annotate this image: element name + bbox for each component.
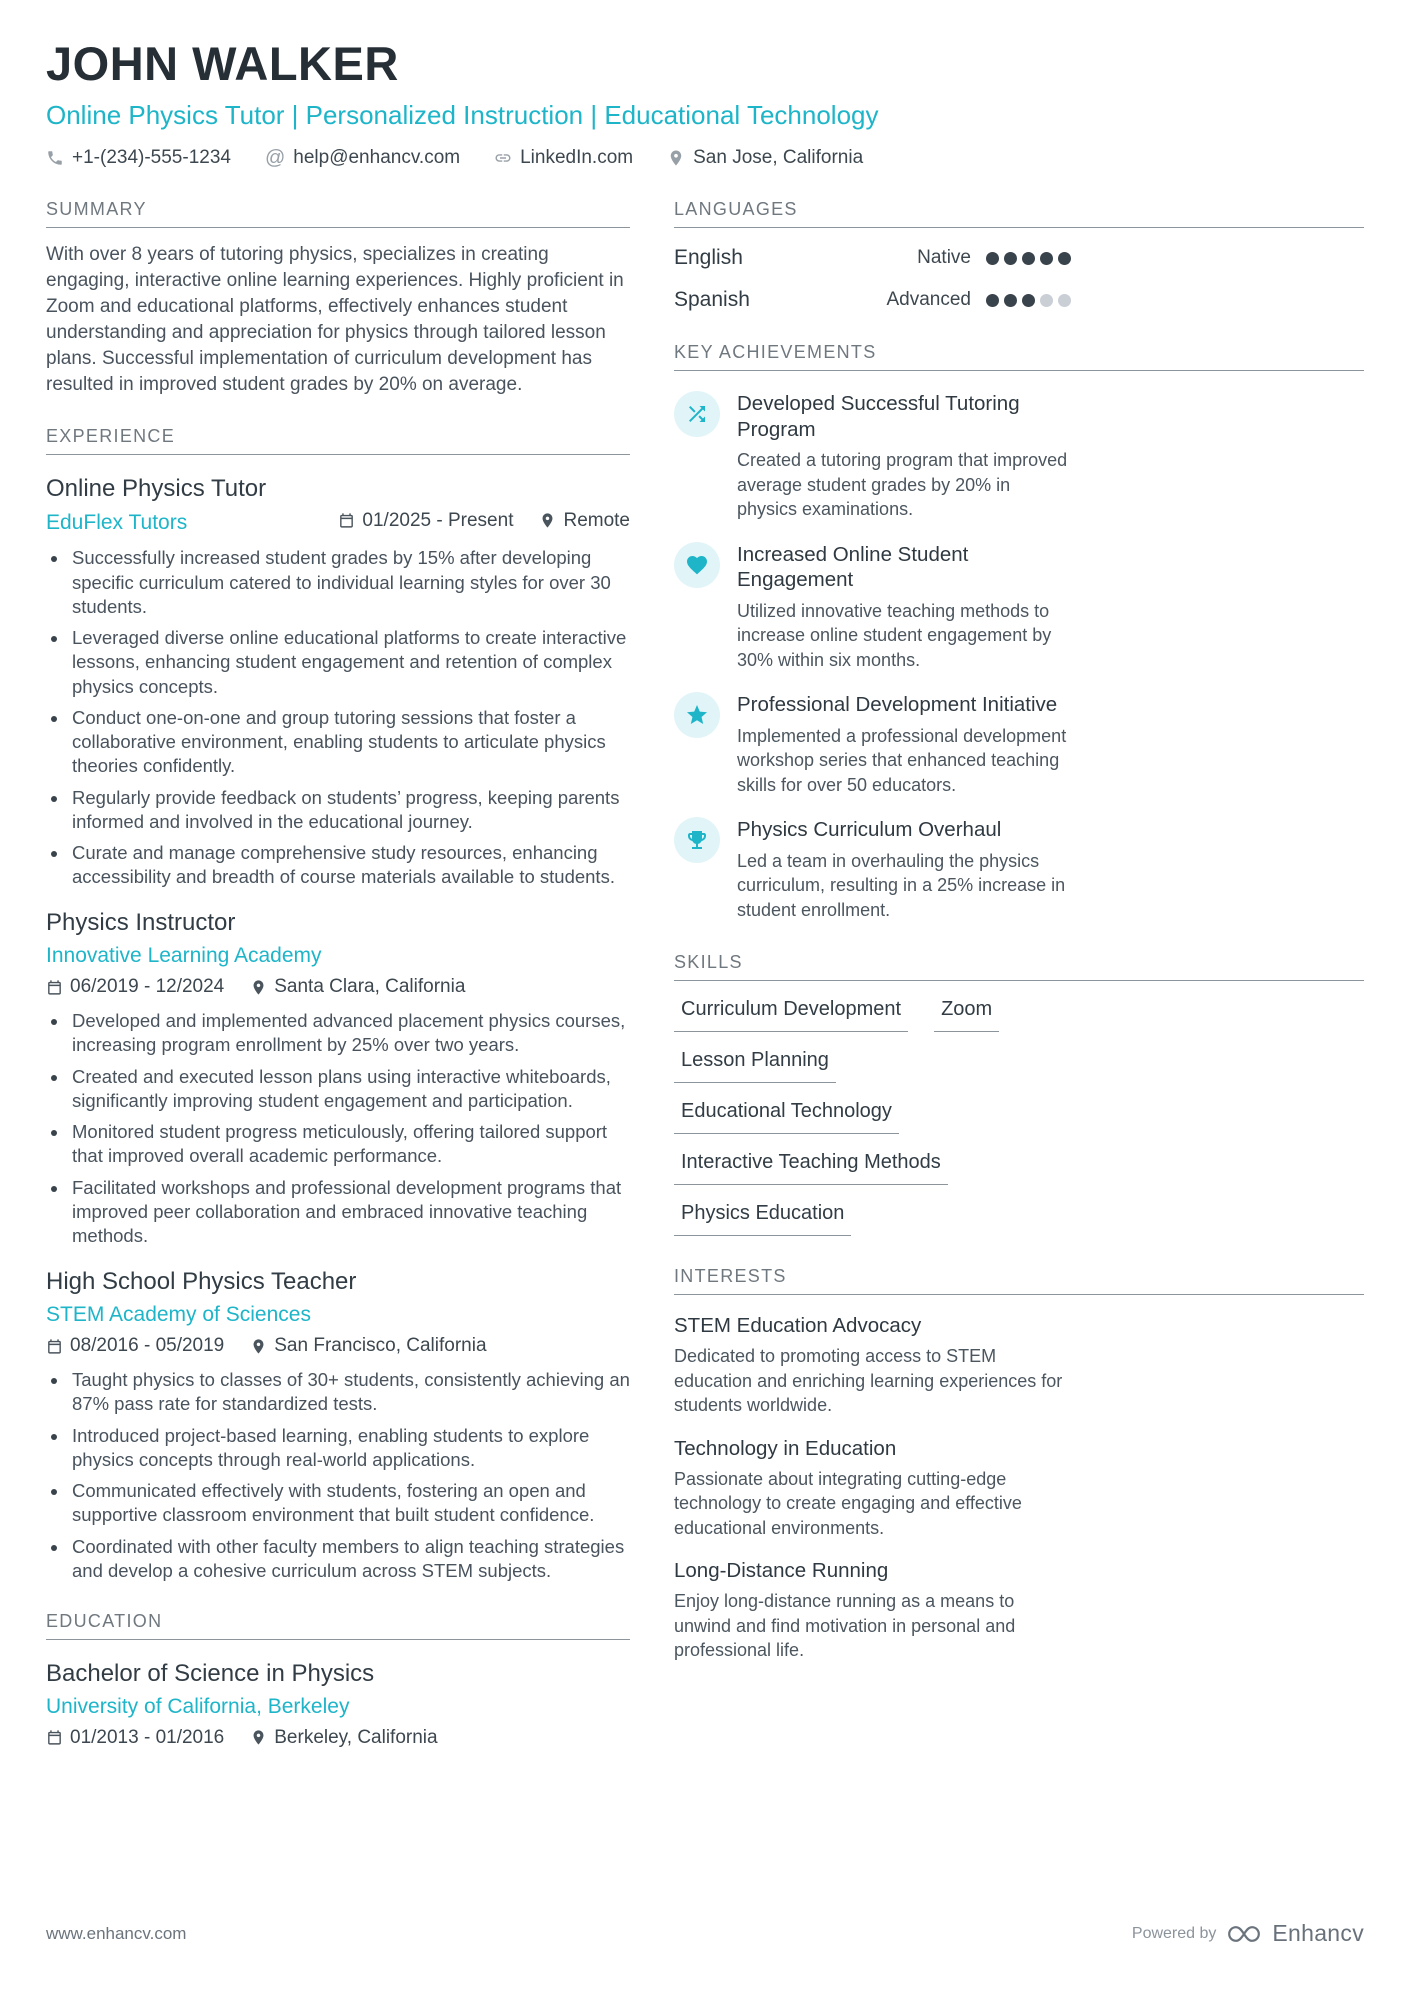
language-rating-dots xyxy=(986,294,1071,307)
contact-location xyxy=(667,147,863,169)
job-bullets xyxy=(46,1009,630,1248)
job-subheader xyxy=(46,510,630,536)
bullet-item: • Coordinated with other faculty members to align teaching strategies and develop a cohesive curriculum across STEM subjects. xyxy=(69,1535,630,1583)
job-dates-text: 06/2019 - 12/2024 xyxy=(70,976,225,998)
phone-icon xyxy=(46,149,64,167)
language-level: Advanced xyxy=(886,289,971,310)
education-entry xyxy=(46,1660,630,1749)
location-icon xyxy=(250,1729,267,1746)
job-location xyxy=(250,976,465,998)
achievement-title: Developed Successful Tutoring Program xyxy=(737,392,1020,441)
skills-list xyxy=(674,981,1076,1236)
job-dates xyxy=(46,976,224,998)
location-icon xyxy=(539,512,556,529)
contact-linkedin[interactable] xyxy=(494,147,633,169)
location-text: San Jose, California xyxy=(693,147,864,168)
bullet-item: • Developed and implemented advanced placement physics courses, increasing program enrollment by 25% over two years. xyxy=(69,1009,630,1057)
bullet-item: • Introduced project-based learning, enabling students to explore physics concepts through real-world applications. xyxy=(69,1424,630,1472)
rating-dot-empty xyxy=(1040,294,1053,307)
heart-icon xyxy=(685,553,709,577)
skill-item: Curriculum Development xyxy=(674,998,908,1032)
contact-email[interactable] xyxy=(265,147,460,169)
education-dates-text: 01/2013 - 01/2016 xyxy=(70,1726,225,1748)
footer-site-link[interactable]: www.enhancv.com xyxy=(46,1923,187,1943)
enhancv-brand-text[interactable]: Enhancv xyxy=(1272,1920,1364,1946)
bullet-item: • Curate and manage comprehensive study resources, enhancing accessibility and breadth of course materials available to students. xyxy=(69,841,630,889)
achievement-title: Increased Online Student Engagement xyxy=(737,542,969,592)
shuffle-icon xyxy=(685,402,709,426)
job-dates-text: 01/2025 - Present xyxy=(362,509,514,531)
interest-item xyxy=(674,1559,1071,1662)
contact-row xyxy=(46,147,1364,169)
interest-title: Long-Distance Running xyxy=(674,1559,889,1583)
skill-item: Physics Education xyxy=(674,1202,851,1236)
job-location-text: San Francisco, California xyxy=(274,1335,487,1357)
language-rating-dots xyxy=(986,252,1071,265)
bullet-item: • Regularly provide feedback on students’ progress, keeping parents informed and involved in the educational journey. xyxy=(69,786,630,834)
job-location xyxy=(539,510,630,532)
left-column xyxy=(46,199,630,1777)
rating-dot-filled xyxy=(1058,252,1071,265)
bullet-item: • Successfully increased student grades by 15% after developing specific curriculum catered to individual learning styles for over 30 students. xyxy=(69,546,630,619)
job-location xyxy=(250,1335,486,1357)
email-icon: @ xyxy=(264,147,286,169)
bullet-item: • Created and executed lesson plans using interactive whiteboards, significantly improving student engagement and participation. xyxy=(69,1065,630,1113)
trophy-icon xyxy=(685,828,709,852)
bullet-item: • Conduct one-on-one and group tutoring sessions that foster a collaborative environment, enabling students to articulate physics theories confidently. xyxy=(69,706,630,779)
rating-dot-filled xyxy=(1004,294,1017,307)
calendar-icon xyxy=(46,1338,63,1355)
achievement-text: Utilized innovative teaching methods to increase online student engagement by 30% within six months. xyxy=(737,600,1052,670)
experience-job xyxy=(46,1268,630,1583)
job-dates xyxy=(338,510,513,532)
achievement-icon-badge xyxy=(674,391,720,437)
skills-heading: SKILLS xyxy=(674,952,1364,981)
language-name: Spanish xyxy=(674,288,750,311)
job-title: High School Physics Teacher xyxy=(46,1268,357,1296)
interest-text: Enjoy long-distance running as a means to unwind and find motivation in personal and professional life. xyxy=(674,1591,1016,1661)
achievement-item xyxy=(674,542,1071,673)
language-level: Native xyxy=(917,247,971,268)
interests-section xyxy=(674,1266,1364,1662)
header xyxy=(46,36,1364,169)
rating-dot-filled xyxy=(1022,294,1035,307)
job-bullets xyxy=(46,1368,630,1583)
skills-section xyxy=(674,952,1364,1236)
job-dates xyxy=(46,1335,224,1357)
star-icon xyxy=(685,703,709,727)
powered-by-label: Powered by xyxy=(1131,1924,1217,1942)
skill-item: Lesson Planning xyxy=(674,1049,836,1083)
rating-dot-filled xyxy=(1004,252,1017,265)
education-meta xyxy=(46,1727,630,1749)
language-row xyxy=(674,288,1071,312)
achievements-heading: KEY ACHIEVEMENTS xyxy=(674,342,1364,371)
achievement-title: Professional Development Initiative xyxy=(737,693,1058,717)
calendar-icon xyxy=(46,979,63,996)
linkedin-text: LinkedIn.com xyxy=(520,147,634,168)
interest-text: Dedicated to promoting access to STEM education and enriching learning experiences for students worldwide. xyxy=(674,1346,1063,1416)
experience-job xyxy=(46,909,630,1248)
location-icon xyxy=(250,1338,267,1355)
job-title: Online Physics Tutor xyxy=(46,475,267,503)
phone-text: +1-(234)-555-1234 xyxy=(72,147,231,168)
interest-text: Passionate about integrating cutting-edge technology to create engaging and effective educational environments. xyxy=(674,1468,1022,1538)
job-company: Innovative Learning Academy xyxy=(46,944,322,968)
footer-powered xyxy=(1132,1920,1364,1947)
achievement-icon-badge xyxy=(674,542,720,588)
education-location xyxy=(250,1727,437,1749)
job-bullets xyxy=(46,546,630,889)
contact-phone[interactable] xyxy=(46,147,231,169)
location-icon xyxy=(667,149,685,167)
rating-dot-empty xyxy=(1058,294,1071,307)
achievements-section xyxy=(674,342,1364,922)
achievement-item xyxy=(674,692,1071,797)
job-title: Physics Instructor xyxy=(46,909,236,937)
experience-section xyxy=(46,426,630,1583)
job-location-text: Santa Clara, California xyxy=(274,976,466,998)
link-icon xyxy=(494,149,512,167)
calendar-icon xyxy=(338,512,355,529)
interest-item xyxy=(674,1314,1071,1417)
languages-heading: LANGUAGES xyxy=(674,199,1364,228)
bullet-item: • Communicated effectively with students, fostering an open and supportive classroom environment that built student confidence. xyxy=(69,1479,630,1527)
email-text: help@enhancv.com xyxy=(293,147,461,168)
interest-title: STEM Education Advocacy xyxy=(674,1314,922,1338)
achievement-text: Led a team in overhauling the physics curriculum, resulting in a 25% increase in student enrollment. xyxy=(737,850,1066,920)
skill-item: Interactive Teaching Methods xyxy=(674,1151,948,1185)
experience-job xyxy=(46,475,630,889)
enhancv-logo-icon[interactable] xyxy=(1227,1925,1261,1943)
rating-dot-filled xyxy=(986,294,999,307)
achievement-text: Implemented a professional development workshop series that enhanced teaching skills for over 50 educators. xyxy=(737,725,1067,795)
rating-dot-filled xyxy=(986,252,999,265)
rating-dot-filled xyxy=(1022,252,1035,265)
bullet-item: • Monitored student progress meticulously, offering tailored support that improved overall academic performance. xyxy=(69,1120,630,1168)
education-location-text: Berkeley, California xyxy=(274,1726,438,1748)
content-columns xyxy=(46,199,1364,1777)
summary-section xyxy=(46,199,630,398)
skill-item: Zoom xyxy=(934,998,999,1032)
languages-section xyxy=(674,199,1364,312)
bullet-item: • Facilitated workshops and professional development programs that improved peer collaboration and embraced innovative teaching methods. xyxy=(69,1176,630,1249)
education-dates xyxy=(46,1727,224,1749)
language-name: English xyxy=(674,246,743,269)
summary-heading: SUMMARY xyxy=(46,199,630,228)
person-name: JOHN WALKER xyxy=(46,37,399,90)
location-icon xyxy=(250,979,267,996)
achievement-icon-badge xyxy=(674,692,720,738)
education-heading: EDUCATION xyxy=(46,1611,630,1640)
experience-heading: EXPERIENCE xyxy=(46,426,630,455)
school-name: University of California, Berkeley xyxy=(46,1694,350,1718)
language-row xyxy=(674,246,1071,270)
skill-item: Educational Technology xyxy=(674,1100,899,1134)
interests-heading: INTERESTS xyxy=(674,1266,1364,1295)
calendar-icon xyxy=(46,1729,63,1746)
achievement-icon-badge xyxy=(674,817,720,863)
job-location-text: Remote xyxy=(563,509,630,531)
job-company: STEM Academy of Sciences xyxy=(46,1303,311,1327)
degree-title: Bachelor of Science in Physics xyxy=(46,1660,375,1688)
interest-item xyxy=(674,1437,1071,1540)
footer xyxy=(46,1920,1364,1947)
education-section xyxy=(46,1611,630,1749)
achievement-title: Physics Curriculum Overhaul xyxy=(737,818,1002,842)
bullet-item: • Taught physics to classes of 30+ students, consistently achieving an 87% pass rate for standardized tests. xyxy=(69,1368,630,1416)
job-company: EduFlex Tutors xyxy=(46,511,188,535)
bullet-item: • Leveraged diverse online educational platforms to create interactive lessons, enhancing student engagement and retention of complex physics concepts. xyxy=(69,626,630,699)
achievement-item xyxy=(674,391,1071,522)
achievement-text: Created a tutoring program that improved average student grades by 20% in physics examinations. xyxy=(737,450,1068,520)
job-dates-text: 08/2016 - 05/2019 xyxy=(70,1335,225,1357)
right-column xyxy=(674,199,1364,1777)
interest-title: Technology in Education xyxy=(674,1436,897,1460)
tagline: Online Physics Tutor | Personalized Instruction | Educational Technology xyxy=(46,100,879,130)
job-meta xyxy=(46,976,630,998)
summary-text: With over 8 years of tutoring physics, specializes in creating engaging, interactive online learning experiences. Highly proficient in Zoom and educational platforms, effectively enhances student understanding and appreciation for physics through tailored lesson plans. Successful implementation of curriculum development has resulted in improved student grades by 20% on average. xyxy=(46,244,624,396)
job-meta xyxy=(338,510,630,532)
achievement-item xyxy=(674,817,1071,922)
rating-dot-filled xyxy=(1040,252,1053,265)
job-meta xyxy=(46,1335,630,1357)
